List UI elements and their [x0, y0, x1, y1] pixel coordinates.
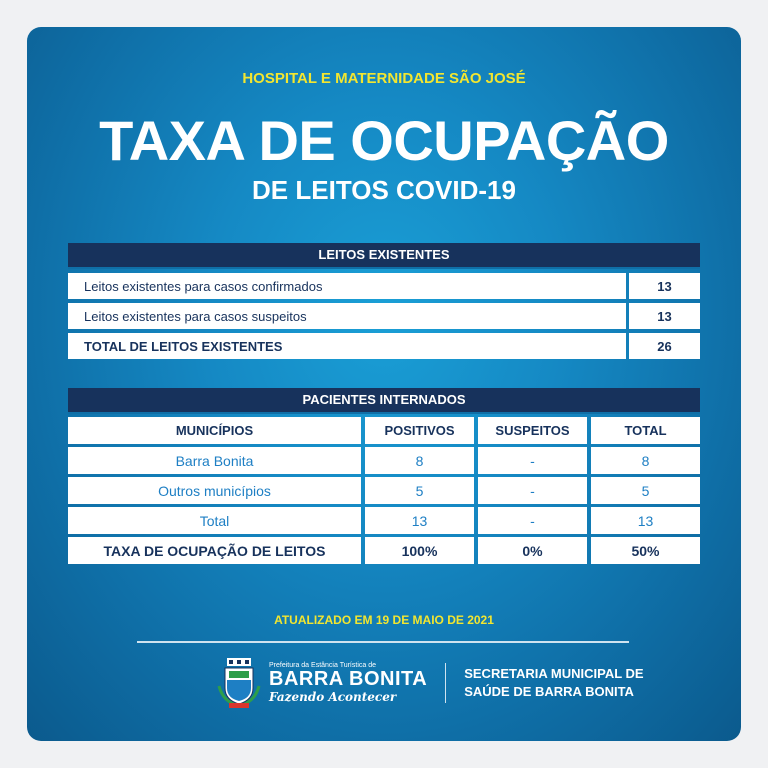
page-title: TAXA DE OCUPAÇÃO [99, 109, 669, 172]
leitos-value: 13 [629, 303, 700, 329]
suspeitos-cell: - [478, 507, 587, 534]
pacientes-table [68, 388, 700, 564]
suspeitos-cell: - [478, 447, 587, 474]
prefeitura-city: BARRA BONITA [269, 668, 428, 690]
infographic-card [27, 27, 741, 741]
leitos-table [68, 243, 700, 359]
table-row [68, 477, 700, 504]
positivos-cell: 5 [365, 477, 474, 504]
table-header-row [68, 417, 700, 444]
hospital-name: HOSPITAL E MATERNIDADE SÃO JOSÉ [242, 70, 526, 87]
total-cell: 13 [591, 507, 700, 534]
footer [217, 653, 644, 713]
prefeitura-small-text: Prefeitura da Estância Turística de [269, 662, 376, 669]
table-row [68, 303, 700, 329]
prefeitura-logo [269, 662, 427, 704]
municipio-cell: Total [68, 507, 361, 534]
table-row [68, 507, 700, 534]
leitos-total-label: TOTAL DE LEITOS EXISTENTES [68, 333, 626, 359]
leitos-heading: LEITOS EXISTENTES [68, 243, 700, 269]
positivos-cell: 8 [365, 447, 474, 474]
table-row [68, 447, 700, 474]
secretaria-line2: SAÚDE DE BARRA BONITA [464, 684, 634, 699]
table-row [68, 273, 700, 299]
pacientes-heading: PACIENTES INTERNADOS [68, 388, 700, 414]
leitos-value: 13 [629, 273, 700, 299]
leitos-label: Leitos existentes para casos suspeitos [68, 303, 626, 329]
taxa-total: 50% [591, 537, 700, 564]
page-subtitle: DE LEITOS COVID-19 [252, 175, 516, 205]
column-header: MUNICÍPIOS [68, 417, 361, 444]
column-header: POSITIVOS [365, 417, 474, 444]
total-cell: 5 [591, 477, 700, 504]
taxa-positivos: 100% [365, 537, 474, 564]
city-crest-icon [217, 656, 261, 710]
updated-date: ATUALIZADO EM 19 DE MAIO DE 2021 [274, 613, 494, 627]
taxa-row [68, 537, 700, 564]
divider [137, 641, 629, 643]
municipio-cell: Outros municípios [68, 477, 361, 504]
positivos-cell: 13 [365, 507, 474, 534]
total-cell: 8 [591, 447, 700, 474]
taxa-suspeitos: 0% [478, 537, 587, 564]
taxa-label: TAXA DE OCUPAÇÃO DE LEITOS [68, 537, 361, 564]
table-row [68, 333, 700, 359]
column-header: SUSPEITOS [478, 417, 587, 444]
column-header: TOTAL [591, 417, 700, 444]
municipio-cell: Barra Bonita [68, 447, 361, 474]
footer-separator [445, 663, 446, 703]
suspeitos-cell: - [478, 477, 587, 504]
prefeitura-slogan: Fazendo Acontecer [269, 690, 397, 704]
leitos-total-value: 26 [629, 333, 700, 359]
secretaria-line1: SECRETARIA MUNICIPAL DE [464, 665, 644, 681]
leitos-label: Leitos existentes para casos confirmados [68, 273, 626, 299]
secretaria-name [464, 665, 643, 701]
